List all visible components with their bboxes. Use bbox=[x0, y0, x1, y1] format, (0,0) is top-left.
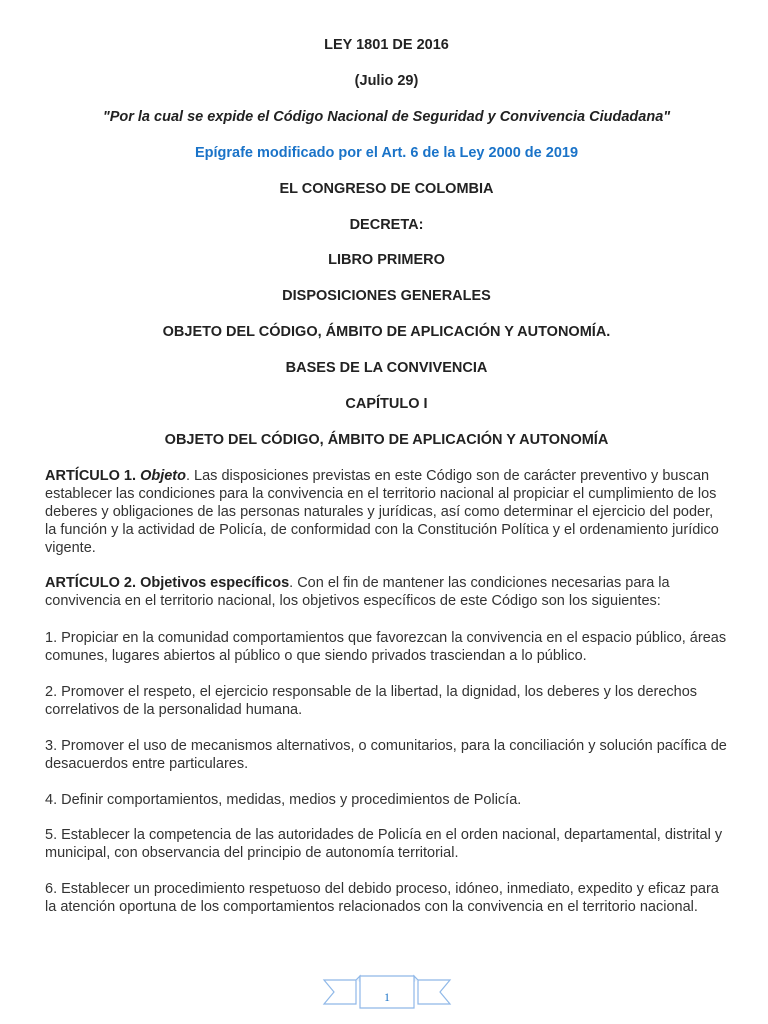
heading-libro-primero: LIBRO PRIMERO bbox=[328, 252, 445, 268]
epigraph-modified-link[interactable]: Epígrafe modificado por el Art. 6 de la Ley 2000 de 2019 bbox=[194, 145, 579, 161]
list-item: 2. Promover el respeto, el ejercicio responsable de la libertad, la dignidad, los deberes y los derechos correlativos de la personalidad humana. bbox=[45, 684, 698, 718]
heading-bases-convivencia: BASES DE LA CONVIVENCIA bbox=[285, 360, 488, 376]
article-1-text: . Las disposiciones previstas en este Código son de carácter preventivo y buscan establecer las condiciones para la convivencia en el territorio nacional al propiciar el cumplimiento de los deberes y obligaciones de las personas naturales y jurídicas, así como determinar el ejercicio del poder, la función y la actividad de Policía, de conformidad con la Constitución Política y el ordenamiento jurídico vigente. bbox=[45, 468, 719, 556]
law-subtitle: "Por la cual se expide el Código Nacional de Seguridad y Convivencia Ciudadana" bbox=[102, 109, 671, 125]
law-date: (Julio 29) bbox=[354, 73, 419, 89]
heading-objeto-codigo-capitulo: OBJETO DEL CÓDIGO, ÁMBITO DE APLICACIÓN Y AUTONOMÍA bbox=[164, 432, 609, 448]
article-1-name: Objeto bbox=[140, 468, 186, 484]
page-number-ribbon bbox=[322, 966, 452, 1010]
list-item: 1. Propiciar en la comunidad comportamientos que favorezcan la convivencia en el espacio público, áreas comunes, lugares abiertos al público o que siendo privados trasciendan a lo público. bbox=[45, 630, 727, 664]
list-item: 4. Definir comportamientos, medidas, medios y procedimientos de Policía. bbox=[45, 792, 522, 808]
article-1-label: ARTÍCULO 1. bbox=[45, 468, 137, 484]
list-item: 3. Promover el uso de mecanismos alternativos, o comunitarios, para la conciliación y solución pacífica de desacuerdos entre particulares. bbox=[45, 738, 727, 772]
page-number: 1 bbox=[384, 990, 390, 1004]
list-item: 6. Establecer un procedimiento respetuoso del debido proceso, idóneo, inmediato, expedito y eficaz para la atención oportuna de los comportamientos relacionados con la convivencia en el territorio nacional. bbox=[45, 881, 719, 915]
article-2-name: Objetivos específicos bbox=[140, 575, 290, 591]
article-1-paragraph bbox=[45, 467, 728, 557]
heading-capitulo-i: CAPÍTULO I bbox=[345, 396, 428, 412]
article-2-label: ARTÍCULO 2. bbox=[45, 575, 137, 591]
article-2-text: . Con el fin de mantener las condiciones necesarias para la convivencia en el territorio nacional, los objetivos específicos de este Código son los siguientes: bbox=[45, 575, 670, 609]
list-item: 5. Establecer la competencia de las autoridades de Policía en el orden nacional, departamental, distrital y municipal, con observancia del principio de autonomía territorial. bbox=[45, 827, 723, 861]
heading-disposiciones-generales: DISPOSICIONES GENERALES bbox=[282, 288, 491, 304]
heading-congress: EL CONGRESO DE COLOMBIA bbox=[279, 181, 494, 197]
article-2-paragraph bbox=[45, 574, 728, 610]
heading-objeto-codigo: OBJETO DEL CÓDIGO, ÁMBITO DE APLICACIÓN Y AUTONOMÍA. bbox=[162, 324, 611, 340]
heading-decreta: DECRETA: bbox=[349, 217, 424, 233]
law-title: LEY 1801 DE 2016 bbox=[324, 37, 449, 53]
